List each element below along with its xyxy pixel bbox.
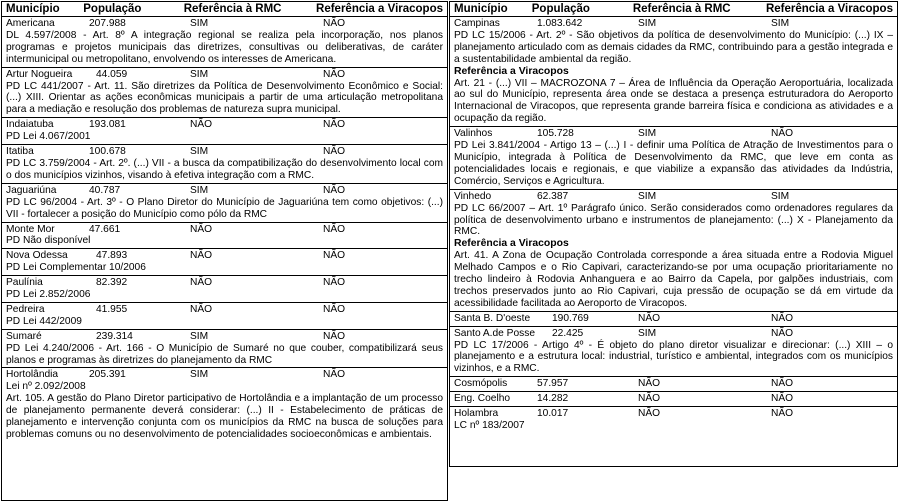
municipio-name: Eng. Coelho: [454, 393, 511, 405]
law-text: PD Lei 3.841/2004 - Artigo 13 – (...) I - definir uma Política de Atração de Investimentos para o Município, integrada à Política de Desenvolvimento da RMC, que leve em conta as potencialidades locais e regionais, e que viabilize a expansão das atividades da Indústria, Comércio, Serviços e Agricultura.: [454, 140, 893, 187]
populacao-value: 193.081: [89, 119, 126, 131]
header-viracopos: Referência a Viracopos: [316, 3, 444, 15]
left-table: [1, 1, 448, 501]
viracopos-value: NÃO: [323, 146, 346, 158]
header-rmc: Referência à RMC: [183, 3, 282, 15]
viracopos-value: NÃO: [323, 223, 346, 235]
header-populacao: População: [83, 3, 142, 15]
populacao-value: 41.955: [96, 303, 128, 315]
record-vinhedo: [450, 190, 897, 312]
viracopos-value: SIM: [771, 190, 790, 202]
law-text: PD Não disponível: [6, 235, 91, 247]
header-rmc: Referência à RMC: [632, 3, 731, 15]
municipio-name: Paulínia: [6, 277, 43, 289]
municipio-name: Valinhos: [454, 128, 493, 140]
law-text: PD LC 15/2006 - Art. 2º - São objetivos da política de desenvolvimento do Município: (...) IX – planejamento articulado com as demais cidades da RMC, contribuindo para a gestão integrada e a sustentabilidade ambiental da região.: [454, 29, 893, 65]
table-header: [450, 2, 897, 17]
viracopos-value: NÃO: [323, 330, 346, 342]
rmc-value: NÃO: [190, 303, 213, 315]
rmc-value: SIM: [190, 330, 209, 342]
populacao-value: 205.391: [89, 369, 126, 381]
populacao-value: 82.392: [96, 277, 128, 289]
record-valinhos: [450, 127, 897, 190]
rmc-value: NÃO: [190, 250, 213, 262]
law-text: PD Lei 4.240/2006 - Art. 166 - O Município de Sumaré no que couber, compatibilizará seus planos e programas às diretrizes do planejamento da RMC: [6, 342, 443, 366]
law-article-text: Art. 21 - (...) VII – MACROZONA 7 – Área de Influência da Operação Aeroportuária, localizada ao sul do Município, representa área onde se destaca a presença estruturadora do Aeroporto Internacional de Viracopos, que representa grande barreira física e condiciona as atividades e a ocupação da região.: [454, 77, 893, 125]
viracopos-subtitle: Referência a Viracopos: [454, 65, 569, 77]
populacao-value: 22.425: [552, 327, 584, 339]
rmc-value: NÃO: [638, 378, 661, 390]
municipio-name: Cosmópolis: [454, 378, 508, 390]
record-holambra: [450, 407, 897, 433]
viracopos-subtitle: Referência a Viracopos: [454, 238, 569, 250]
record-americana: [2, 17, 447, 68]
populacao-value: 105.728: [537, 128, 574, 140]
law-text: PD Lei Complementar 10/2006: [6, 262, 146, 274]
rmc-value: SIM: [190, 68, 209, 80]
rmc-value: SIM: [638, 18, 657, 29]
viracopos-value: NÃO: [323, 184, 346, 196]
record-paulinia: [2, 276, 447, 303]
municipio-name: Holambra: [454, 408, 499, 420]
populacao-value: 57.957: [537, 378, 569, 390]
rmc-value: NÃO: [638, 312, 661, 324]
viracopos-value: NÃO: [771, 408, 794, 420]
viracopos-value: NÃO: [323, 68, 346, 80]
viracopos-value: NÃO: [771, 393, 794, 405]
viracopos-value: NÃO: [323, 303, 346, 315]
populacao-value: 47.661: [89, 223, 121, 235]
law-article-text: Art. 41. A Zona de Ocupação Controlada corresponde a área situada entre a Rodovia Miguel Melhado Campos e o Rio Capivari, caracterizando-se por uma ocupação prioritariamente no trecho lindeiro à Rodovia Anhanguera e ao Bairro da Capela, por galpões industriais, com trechos preservados junto ao Rio Capivari, cuja pressão de ocupação se dá em virtude da acessibilidade facilitada ao Aeroporto de Viracopos.: [454, 250, 893, 309]
populacao-value: 1.083.642: [537, 18, 583, 29]
rmc-value: NÃO: [638, 408, 661, 420]
municipio-name: Campinas: [454, 18, 500, 29]
viracopos-value: NÃO: [323, 119, 346, 131]
populacao-value: 10.017: [537, 408, 569, 420]
record-indaiatuba: [2, 118, 447, 145]
right-table: [449, 1, 898, 467]
rmc-value: SIM: [190, 18, 209, 29]
rmc-value: SIM: [190, 184, 209, 196]
law-text: LC nº 183/2007: [454, 420, 525, 431]
viracopos-value: NÃO: [771, 378, 794, 390]
rmc-value: NÃO: [190, 277, 213, 289]
municipio-name: Monte Mor: [6, 223, 55, 235]
populacao-value: 14.282: [537, 393, 569, 405]
rmc-value: SIM: [190, 146, 209, 158]
record-santa-barbara: [450, 312, 897, 327]
law-text: PD LC 441/2007 - Art. 11. São diretrizes da Política de Desenvolvimento Econômico e Social: (...) XIII. Orientar as ações econômicas municipais a partir de uma articulação metropolitana para a mediação e resolução dos problemas de natureza supra municipal.: [6, 80, 443, 116]
municipio-name: Pedreira: [6, 303, 45, 315]
populacao-value: 239.314: [96, 330, 133, 342]
record-monte-mor: [2, 223, 447, 250]
rmc-value: NÃO: [190, 223, 213, 235]
record-hortolandia: [2, 368, 447, 441]
municipio-name: Vinhedo: [454, 190, 492, 202]
populacao-value: 207.988: [89, 18, 126, 29]
viracopos-value: NÃO: [323, 369, 346, 381]
record-jaguariuna: [2, 184, 447, 223]
viracopos-value: NÃO: [771, 327, 794, 339]
municipio-name: Jaguariúna: [6, 184, 57, 196]
populacao-value: 47.893: [96, 250, 128, 262]
viracopos-value: NÃO: [323, 277, 346, 289]
header-viracopos: Referência a Viracopos: [765, 3, 893, 15]
municipio-name: Indaiatuba: [6, 119, 54, 131]
record-pedreira: [2, 303, 447, 330]
law-text: PD Lei 442/2009: [6, 315, 82, 327]
law-text: PD LC 17/2006 - Artigo 4º - É objeto do plano diretor visualizar e direcionar: (...) XIII – o planejamento e a estrutura local: industrial, turístico e ambiental, integrados com os municípios vizinhos, e a RMC.: [454, 339, 893, 375]
law-text: DL 4.597/2008 - Art. 8º A integração regional se realiza pela incorporação, nos planos programas e projetos municipais das diretrizes, consultivas ou deliberativas, de caráter intermunicipal ou metropolitano, envolvendo os interesses de Americana.: [6, 29, 443, 65]
record-santo-antonio-de-posse: [450, 327, 897, 378]
populacao-value: 100.678: [89, 146, 126, 158]
rmc-value: SIM: [638, 327, 657, 339]
record-campinas: [450, 17, 897, 127]
law-text: PD LC 96/2004 - Art. 3º - O Plano Diretor do Município de Jaguariúna tem como objetivos: (...) VII - fortalecer a posição do Município como pólo da RMC: [6, 196, 443, 220]
table-header: [2, 2, 447, 17]
record-nova-odessa: [2, 249, 447, 276]
record-sumare: [2, 330, 447, 369]
viracopos-value: NÃO: [771, 128, 794, 140]
rmc-value: NÃO: [190, 119, 213, 131]
rmc-value: SIM: [190, 369, 209, 381]
municipio-name: Sumaré: [6, 330, 42, 342]
law-text: Lei nº 2.092/2008: [6, 381, 86, 393]
rmc-value: SIM: [638, 128, 657, 140]
viracopos-value: NÃO: [323, 250, 346, 262]
municipio-name: Nova Odessa: [6, 250, 68, 262]
rmc-value: SIM: [638, 190, 657, 202]
record-artur-nogueira: [2, 68, 447, 119]
law-article-text: Art. 105. A gestão do Plano Diretor participativo de Hortolândia e a implantação de um processo de planejamento permanente deverá considerar: (...) II - Estabelecimento de práticas de planejamento e intervenção conjunta com os municípios da RMC na busca de soluções para problemas comuns ou no desenvolvimento de potencialidades socioeconômicas e ambientais.: [6, 393, 443, 440]
law-text: PD Lei 2.852/2006: [6, 289, 91, 301]
municipio-name: Itatiba: [6, 146, 34, 158]
record-cosmopolis: [450, 377, 897, 392]
populacao-value: 190.769: [552, 312, 589, 324]
populacao-value: 62.387: [537, 190, 569, 202]
header-municipio: Município: [454, 3, 508, 15]
viracopos-value: NÃO: [771, 312, 794, 324]
law-text: PD Lei 4.067/2001: [6, 131, 91, 143]
record-eng-coelho: [450, 392, 897, 407]
viracopos-value: NÃO: [323, 18, 346, 29]
header-municipio: Município: [6, 3, 60, 15]
populacao-value: 40.787: [89, 184, 121, 196]
law-text: PD LC 66/2007 – Art. 1º Parágrafo único. Serão considerados como ordenadores regulares da política de desenvolvimento urbano e instrumentos de planejamento: (...) X - Planejamento da RMC.: [454, 202, 893, 238]
municipio-name: Artur Nogueira: [6, 68, 73, 80]
rmc-value: NÃO: [638, 393, 661, 405]
record-itatiba: [2, 145, 447, 184]
municipio-name: Santa B. D'oeste: [454, 312, 531, 324]
law-text: PD LC 3.759/2004 - Art. 2º. (...) VII - a busca da compatibilização do desenvolvimento local com o dos municípios vizinhos, visando à efetiva integração com a RMC.: [6, 157, 443, 181]
viracopos-value: SIM: [771, 18, 790, 29]
populacao-value: 44.059: [96, 68, 128, 80]
municipio-name: Hortolândia: [6, 369, 59, 381]
municipio-name: Americana: [6, 18, 55, 29]
header-populacao: População: [531, 3, 590, 15]
municipio-name: Santo A.de Posse: [454, 327, 535, 339]
